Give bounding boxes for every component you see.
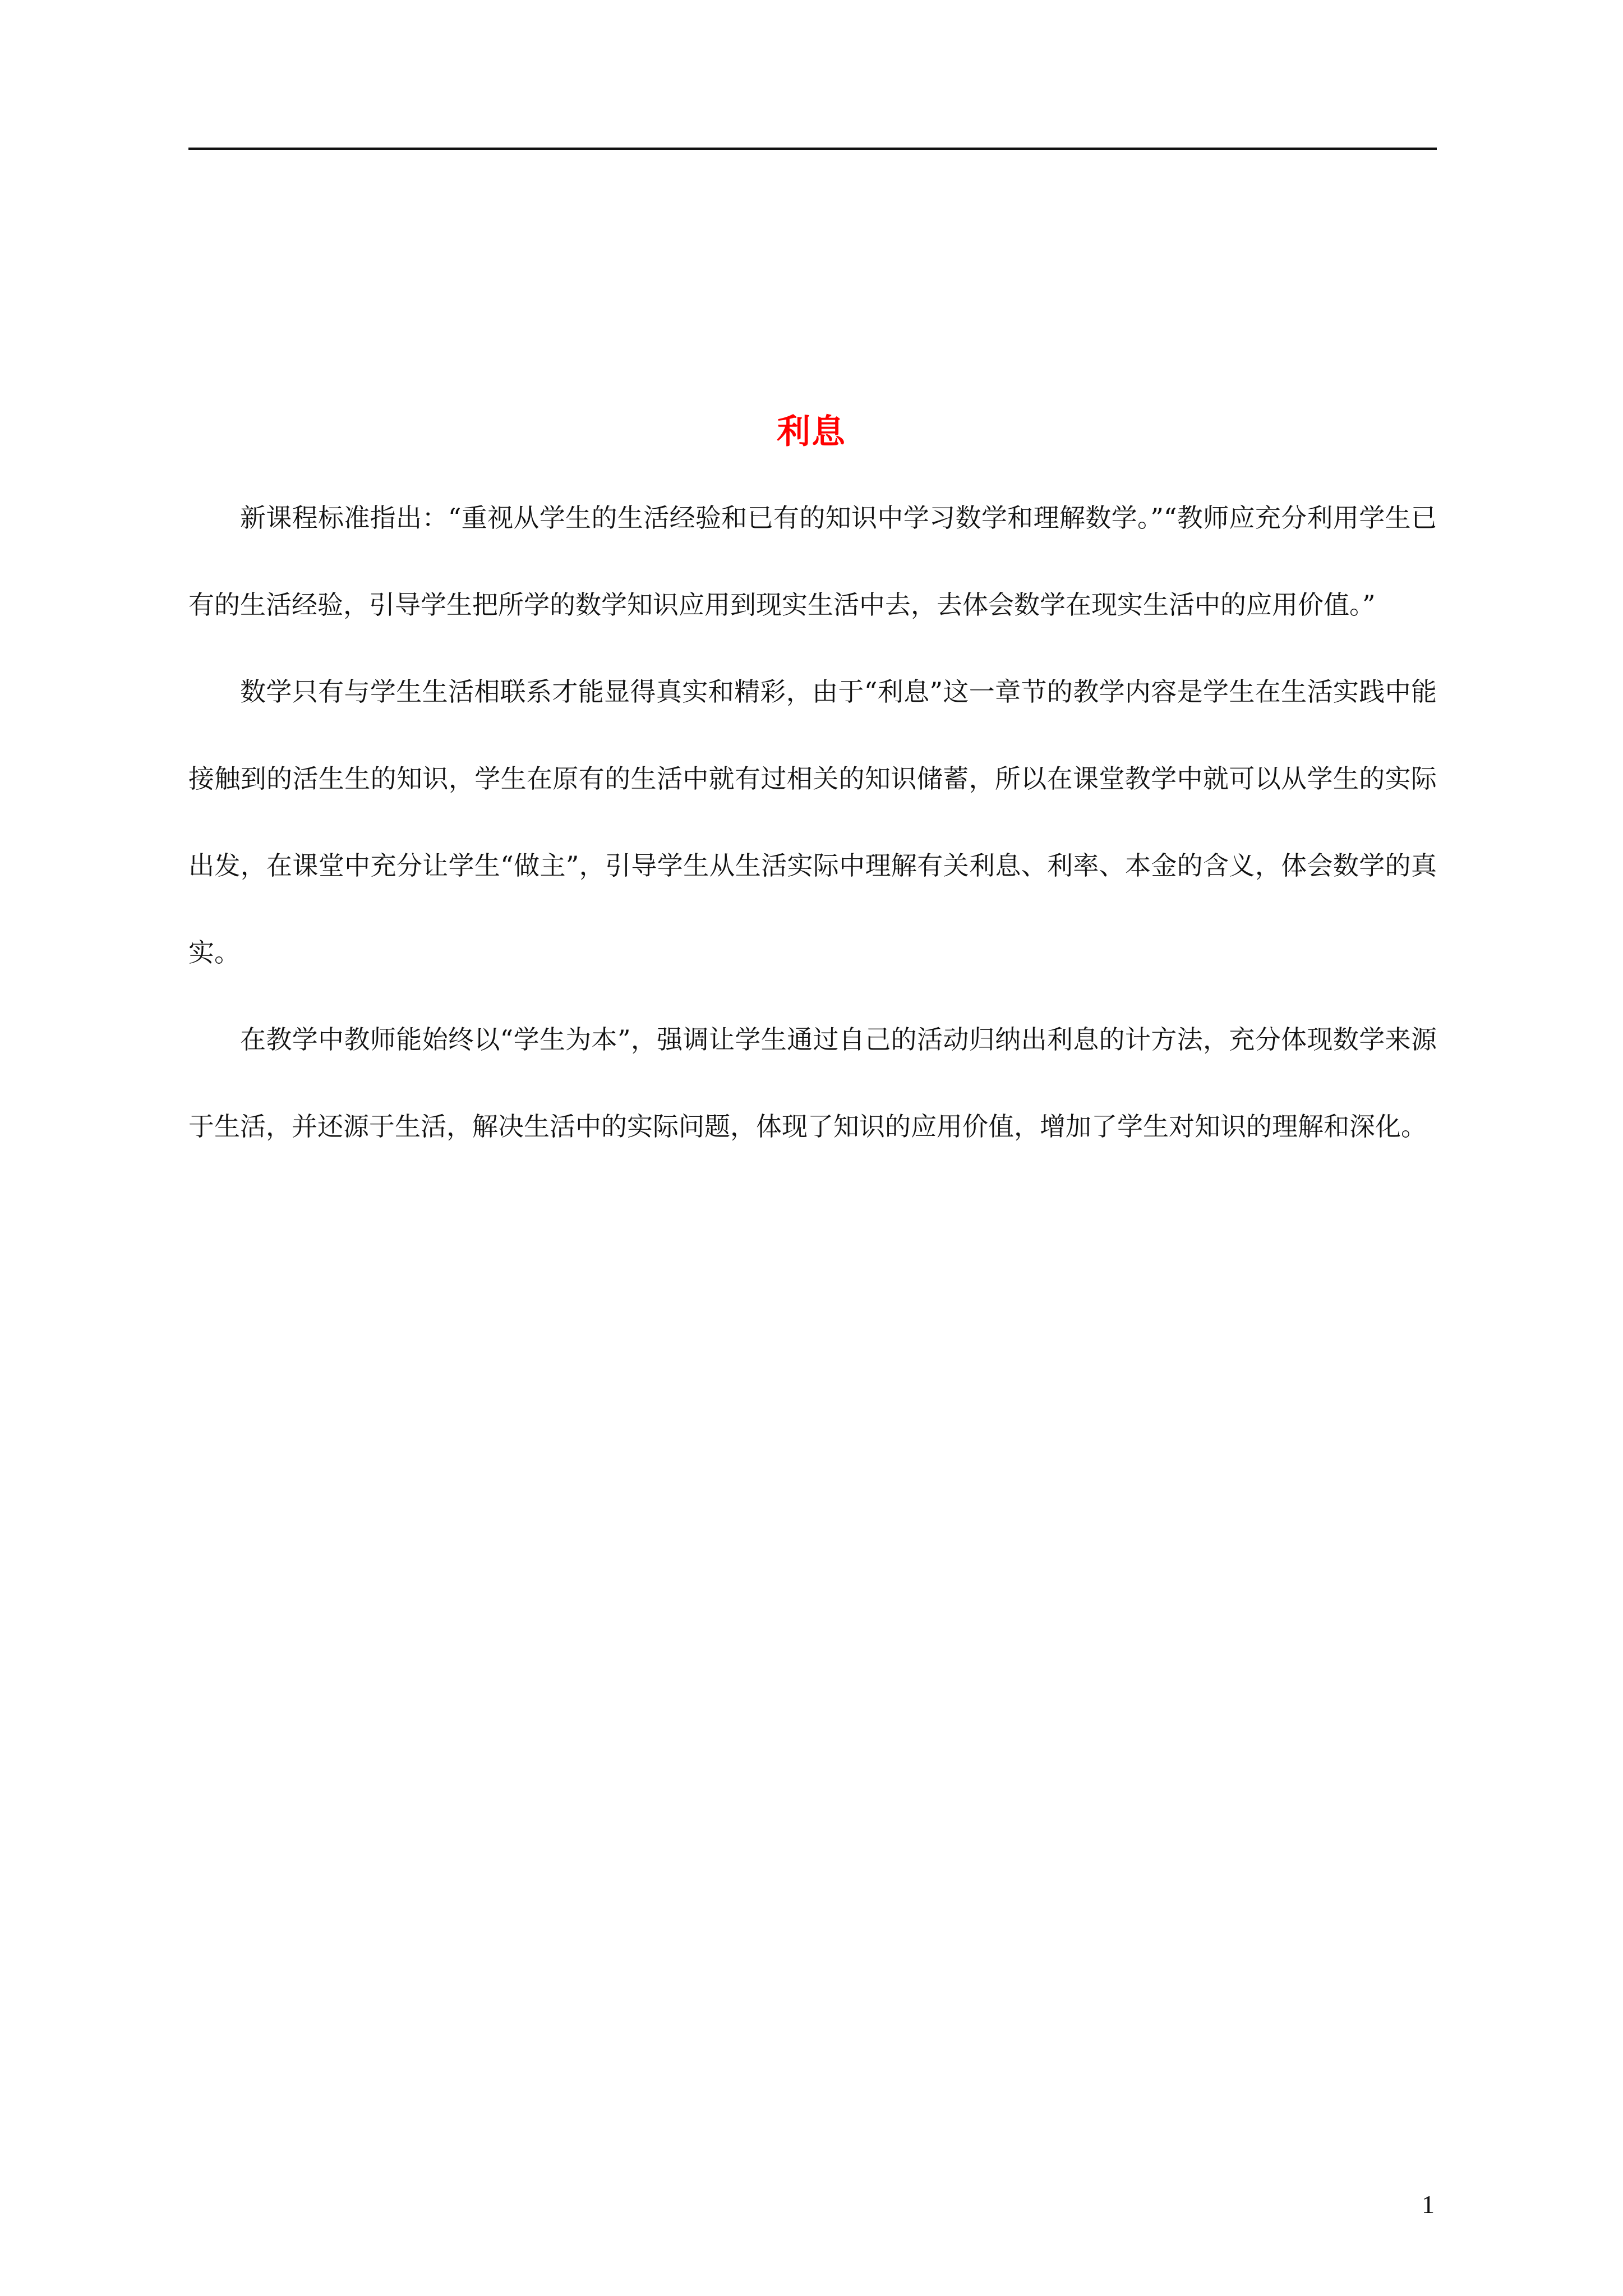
page-number: 1 (1422, 2190, 1435, 2219)
document-body (188, 475, 1437, 1170)
paragraph-2: 数学只有与学生生活相联系才能显得真实和精彩，由于“利息”这一章节的教学内容是学生在生活实践中能接触到的活生生的知识，学生在原有的生活中就有过相关的知识储蓄，所以在课堂教学中就可以从学生的实际出发，在课堂中充分让学生“做主”，引导学生从生活实际中理解有关利息、利率、本金的含义，体会数学的真实。 (188, 677, 1437, 968)
paragraph-1: 新课程标准指出：“重视从学生的生活经验和已有的知识中学习数学和理解数学。”“教师应充分利用学生已有的生活经验，引导学生把所学的数学知识应用到现实生活中去，去体会数学在现实生活中的应用价值。” (188, 503, 1437, 620)
header-rule (188, 148, 1437, 150)
document-title: 利息 (777, 412, 846, 452)
paragraph-3: 在教学中教师能始终以“学生为本”，强调让学生通过自己的活动归纳出利息的计方法，充分体现数学来源于生活，并还源于生活，解决生活中的实际问题，体现了知识的应用价值，增加了学生对知识的理解和深化。 (188, 1024, 1437, 1142)
